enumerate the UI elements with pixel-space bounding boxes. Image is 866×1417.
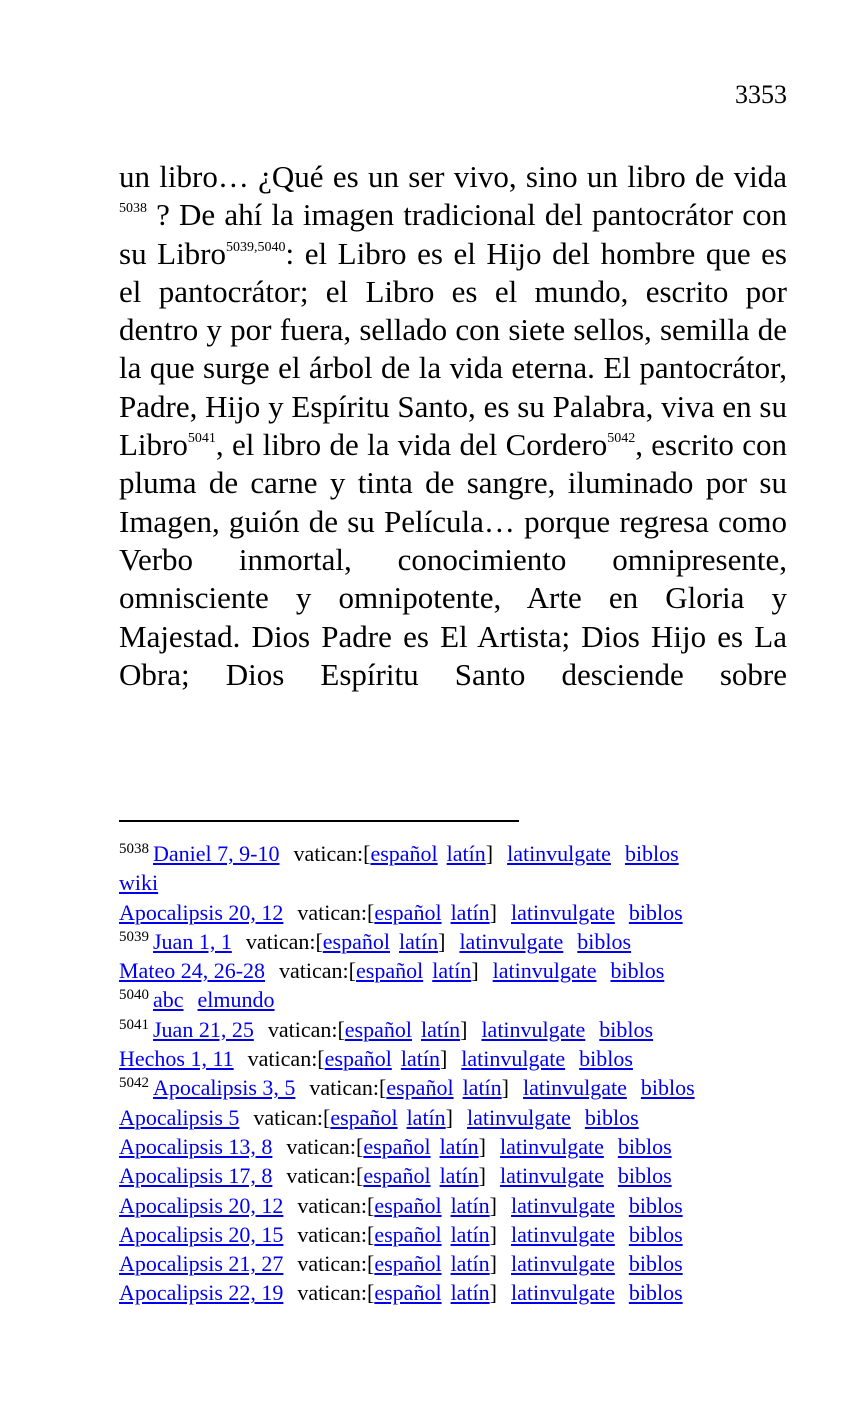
vatican-label: vatican:[ — [297, 1251, 375, 1277]
vatican-label: vatican:[ — [297, 899, 375, 925]
bracket-close: ] — [489, 899, 497, 925]
footnote-line — [119, 1103, 819, 1132]
footnote-line — [119, 1161, 819, 1190]
latinvulgate-link[interactable]: latinvulgate — [511, 1221, 615, 1247]
latin-link[interactable]: latín — [450, 1192, 490, 1218]
latin-link[interactable]: latín — [439, 1163, 479, 1189]
scripture-link[interactable]: Apocalipsis 13, 8 — [119, 1133, 273, 1159]
latinvulgate-link[interactable]: latinvulgate — [492, 958, 597, 984]
bracket-close: ] — [489, 1280, 497, 1306]
latinvulgate-link[interactable]: latinvulgate — [500, 1163, 604, 1189]
body-text-4: , el libro de la vida del Cordero — [215, 427, 608, 463]
footnote-number: 5042 — [119, 1075, 149, 1092]
espanol-link[interactable]: español — [363, 1133, 431, 1159]
latin-link[interactable]: latín — [450, 1221, 490, 1247]
bracket-close: ] — [439, 1046, 448, 1072]
espanol-link[interactable]: español — [370, 841, 438, 866]
vatican-label: vatican:[ — [293, 841, 371, 866]
footnote-number: 5040 — [119, 987, 149, 1004]
wiki-link[interactable]: wiki — [119, 870, 159, 896]
body-text-2: ? De ahí la imagen tradicional del pantocrátor con su Libro — [119, 197, 787, 271]
bracket-close: ] — [478, 1133, 486, 1159]
footnote-number: 5038 — [119, 841, 149, 857]
footnote-marker-5038[interactable]: 5038 — [119, 201, 147, 217]
vatican-label: vatican:[ — [286, 1163, 364, 1189]
latinvulgate-link[interactable]: latinvulgate — [461, 1046, 566, 1072]
abc-link[interactable]: abc — [153, 987, 184, 1013]
scripture-link[interactable]: Juan 21, 25 — [153, 1016, 254, 1042]
footnote-number: 5041 — [119, 1016, 149, 1033]
scripture-link[interactable]: Hechos 1, 11 — [119, 1046, 234, 1072]
bracket-close: ] — [485, 841, 494, 866]
footnote-line — [119, 927, 819, 956]
espanol-link[interactable]: español — [374, 1280, 442, 1306]
biblos-link[interactable]: biblos — [610, 958, 665, 984]
scripture-link[interactable]: Apocalipsis 21, 27 — [119, 1251, 284, 1277]
footnote-line — [119, 985, 819, 1014]
biblos-link[interactable]: biblos — [579, 1046, 633, 1072]
body-text-5: , escrito con pluma de carne y tinta de sangre, iluminado por su Imagen, guión de su Película… porque regresa como Verbo inmortal, conocimiento omnipresente, omnisciente y omnipotente, Arte en Gloria y Majestad. Dios Padre es El Artista; Dios Hijo es La Obra; Dios Espíritu Santo desciende sobre — [119, 427, 787, 692]
footnote-line — [119, 1073, 819, 1102]
scripture-link[interactable]: Apocalipsis 22, 19 — [119, 1280, 284, 1306]
latin-link[interactable]: latín — [406, 1104, 446, 1130]
espanol-link[interactable]: español — [374, 1251, 442, 1277]
latin-link[interactable]: latín — [400, 1046, 440, 1072]
bracket-close: ] — [438, 928, 446, 954]
latinvulgate-link[interactable]: latinvulgate — [511, 1192, 615, 1218]
vatican-label: vatican:[ — [247, 1046, 325, 1072]
vatican-label: vatican:[ — [279, 958, 356, 984]
scripture-link[interactable]: Daniel 7, 9-10 — [153, 841, 280, 866]
bracket-close: ] — [489, 1251, 497, 1277]
biblos-link[interactable]: biblos — [617, 1163, 672, 1189]
latin-link[interactable]: latín — [421, 1016, 461, 1042]
footnote-line — [119, 898, 819, 927]
bracket-close: ] — [460, 1016, 468, 1042]
bracket-close: ] — [445, 1104, 453, 1130]
scripture-link[interactable]: Juan 1, 1 — [153, 928, 232, 954]
biblos-link[interactable]: biblos — [628, 1280, 683, 1306]
scripture-link[interactable]: Mateo 24, 26-28 — [119, 958, 266, 984]
biblos-link[interactable]: biblos — [599, 1016, 654, 1042]
espanol-link[interactable]: español — [356, 958, 424, 984]
body-text-1: un libro… ¿Qué es un ser vivo, sino un libro de vida — [119, 159, 787, 194]
page-number: 3353 — [735, 80, 787, 109]
vatican-label: vatican:[ — [297, 1192, 375, 1218]
espanol-link[interactable]: español — [322, 928, 390, 954]
latin-link[interactable]: latín — [446, 841, 486, 866]
latin-link[interactable]: latín — [462, 1075, 502, 1101]
vatican-label: vatican:[ — [267, 1016, 345, 1042]
footnote-marker-5039-5040[interactable]: 5039,5040 — [226, 239, 286, 255]
latin-link[interactable]: latín — [450, 899, 490, 925]
latinvulgate-link[interactable]: latinvulgate — [523, 1075, 627, 1101]
latinvulgate-link[interactable]: latinvulgate — [467, 1104, 571, 1130]
espanol-link[interactable]: español — [344, 1016, 412, 1042]
bracket-close: ] — [489, 1221, 497, 1247]
footnote-marker-5042[interactable]: 5042 — [607, 431, 636, 447]
biblos-link[interactable]: biblos — [617, 1133, 672, 1159]
bracket-close: ] — [501, 1075, 509, 1101]
vatican-label: vatican:[ — [286, 1133, 364, 1159]
footnote-line — [119, 1044, 819, 1073]
vatican-label: vatican:[ — [309, 1075, 387, 1101]
footnote-marker-5041[interactable]: 5041 — [187, 431, 216, 447]
latinvulgate-link[interactable]: latinvulgate — [511, 899, 615, 925]
body-paragraph — [119, 158, 787, 694]
latin-link[interactable]: latín — [432, 958, 472, 984]
vatican-label: vatican:[ — [297, 1221, 375, 1247]
latinvulgate-link[interactable]: latinvulgate — [500, 1133, 604, 1159]
footnote-separator — [119, 820, 519, 822]
latinvulgate-link[interactable]: latinvulgate — [481, 1016, 586, 1042]
footnote-number: 5039 — [119, 928, 149, 945]
scripture-link[interactable]: Apocalipsis 3, 5 — [153, 1075, 296, 1101]
footnotes — [119, 839, 819, 1308]
latin-link[interactable]: latín — [399, 928, 439, 954]
footnote-line — [119, 1220, 819, 1249]
latinvulgate-link[interactable]: latinvulgate — [511, 1280, 615, 1306]
vatican-label: vatican:[ — [297, 1280, 375, 1306]
latin-link[interactable]: latín — [450, 1280, 490, 1306]
body-text-3: : el Libro es el Hijo del hombre que es el pantocrátor; el Libro es el mundo, escrito por dentro y por fuera, sellado con siete sellos, semilla de la que surge el árbol de la vida eterna. El pantocrátor, Padre, Hijo y Espíritu Santo, es su Palabra, viva en su Libro — [119, 235, 787, 463]
latinvulgate-link[interactable]: latinvulgate — [459, 928, 564, 954]
latinvulgate-link[interactable]: latinvulgate — [507, 841, 611, 866]
biblos-link[interactable]: biblos — [624, 841, 679, 866]
espanol-link[interactable]: español — [330, 1104, 398, 1130]
footnote-line — [119, 839, 819, 868]
bracket-close: ] — [489, 1192, 497, 1218]
scripture-link[interactable]: Apocalipsis 20, 12 — [119, 899, 284, 925]
footnote-line — [119, 1249, 819, 1278]
scripture-link[interactable]: Apocalipsis 5 — [119, 1104, 240, 1130]
bracket-close: ] — [471, 958, 479, 984]
scripture-link[interactable]: Apocalipsis 17, 8 — [119, 1163, 273, 1189]
biblos-link[interactable]: biblos — [628, 899, 683, 925]
latinvulgate-link[interactable]: latinvulgate — [511, 1251, 615, 1277]
vatican-label: vatican:[ — [245, 928, 323, 954]
espanol-link[interactable]: español — [386, 1075, 454, 1101]
footnote-line — [119, 868, 819, 897]
biblos-link[interactable]: biblos — [584, 1104, 639, 1130]
latin-link[interactable]: latín — [450, 1251, 490, 1277]
espanol-link[interactable]: español — [324, 1046, 392, 1072]
scripture-link[interactable]: Apocalipsis 20, 15 — [119, 1221, 284, 1247]
scripture-link[interactable]: Apocalipsis 20, 12 — [119, 1192, 284, 1218]
biblos-link[interactable]: biblos — [628, 1251, 683, 1277]
footnote-line — [119, 1191, 819, 1220]
biblos-link[interactable]: biblos — [628, 1192, 683, 1218]
espanol-link[interactable]: español — [374, 1192, 442, 1218]
elmundo-link[interactable]: elmundo — [197, 987, 275, 1013]
latin-link[interactable]: latín — [439, 1133, 479, 1159]
biblos-link[interactable]: biblos — [628, 1221, 683, 1247]
vatican-label: vatican:[ — [253, 1104, 331, 1130]
espanol-link[interactable]: español — [363, 1163, 431, 1189]
espanol-link[interactable]: español — [374, 1221, 442, 1247]
footnote-line — [119, 1132, 819, 1161]
footnote-line — [119, 1278, 819, 1307]
bracket-close: ] — [478, 1163, 486, 1189]
footnote-line — [119, 1015, 819, 1044]
biblos-link[interactable]: biblos — [640, 1075, 695, 1101]
espanol-link[interactable]: español — [374, 899, 442, 925]
footnote-line — [119, 956, 819, 985]
biblos-link[interactable]: biblos — [577, 928, 632, 954]
